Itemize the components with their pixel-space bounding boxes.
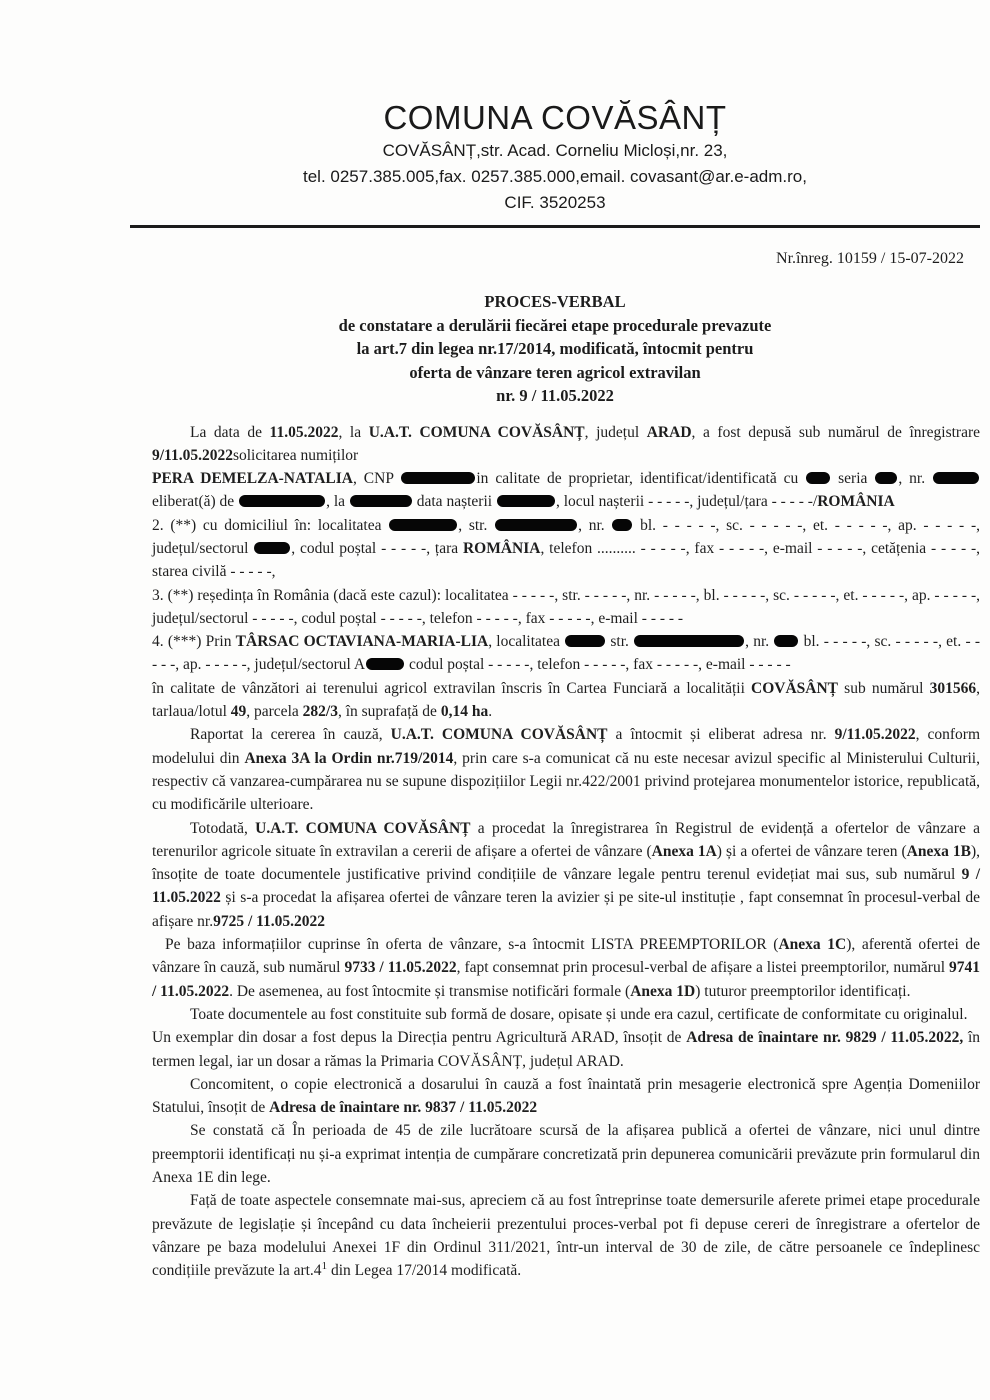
text: , prin care s-a comunicat că nu este necesar avizul specific al Ministerului Culturii, respectiv că vanzarea-cumpărarea nu se supune dispozițiilor Legii nr.422/2001 privind protejarea monumentelor istorice, republicată, cu modificările ulterioare. [152, 749, 980, 814]
text: 2. (**) cu domiciliul în: localitatea [152, 516, 389, 534]
bold-text: 9 / 11.05.2022 [152, 866, 980, 907]
bold-text: Anexa 3A la Ordin nr.719/2014 [244, 749, 454, 767]
redaction-box [612, 519, 632, 531]
bold-text: 282/3 [302, 703, 338, 721]
text: , a fost depusă sub numărul de înregistrare [691, 423, 981, 441]
redaction-box [495, 519, 577, 531]
redaction-box [875, 472, 897, 484]
bold-text: COVĂSÂNȚ [751, 679, 839, 697]
organization-title: COMUNA COVĂSÂNȚ [383, 99, 727, 136]
text: , la [326, 493, 349, 511]
bold-text: Anexa 1A [651, 842, 717, 860]
text: bl. - - - - -, sc. - - - - -, et. - - - - -, ap. - - - - -, județul/sectorul [152, 516, 980, 557]
redaction-box [774, 635, 798, 647]
document-body [152, 421, 980, 1283]
text: 3. (**) reședința în România (dacă este cazul): localitatea - - - - -, str. - - - - -, nr. - - - - -, bl. - - - - -, sc. - - - - -, et. - - - - -, ap. - - - - -, județul/sectorul - - - - -, codul poștal - - - - -, telefon - - - - -, fax - - - - -, e-mail - - - - - [152, 586, 980, 627]
bold-text: 0,14 ha [440, 703, 489, 721]
bold-text: Anexa 1C [778, 936, 847, 954]
letterhead [130, 0, 980, 216]
text: Totodată, [190, 819, 256, 837]
title-line-2: de constatare a derulării fiecărei etape procedurale prevazute [338, 315, 772, 335]
paragraph [152, 1073, 980, 1120]
text: a procedat la înregistrarea în Registrul de evidență a ofertelor de vânzare a terenurilor agricole situate în extravilan a cererii de afișare a ofertei de vânzare ( [152, 819, 980, 860]
text: , tarlaua/lotul [152, 679, 981, 721]
text: , conform modelului din [152, 726, 980, 767]
text: , localitatea [488, 633, 565, 651]
text: , nr. [578, 516, 612, 534]
registration-number: Nr.înreg. 10159 / 15-07-2022 [776, 250, 964, 267]
text: din Legea 17/2014 modificată. [327, 1262, 522, 1280]
bold-text: 9/11.05.2022 [152, 446, 233, 464]
bold-text: ROMÂNIA [817, 493, 895, 511]
redaction-box [634, 635, 744, 647]
redaction-box [497, 495, 555, 507]
contact-line: tel. 0257.385.005,fax. 0257.385.000,email. covasant@ar.e-adm.ro, [303, 167, 807, 186]
redaction-box [806, 472, 830, 484]
redaction-box [239, 495, 325, 507]
title-line-4: oferta de vânzare teren agricol extravilan [409, 362, 701, 382]
bold-text: PERA DEMELZA-NATALIA [152, 470, 353, 488]
text: , str. [458, 516, 495, 534]
bold-text: 301566 [929, 679, 977, 697]
text: seria [831, 470, 875, 488]
text: sub numărul [838, 679, 930, 697]
text: , locul nașterii - - - - -, județul/țara - - - - -/ [555, 493, 818, 511]
bold-text: U.A.T. COMUNA COVĂSÂNȚ [255, 819, 471, 837]
bold-text: Adresa de înaintare nr. 9829 / 11.05.2022, [686, 1029, 964, 1047]
text: Un exemplar din dosar a fost depus la Direcția pentru Agricultură ARAD, însoțit de [152, 1029, 687, 1047]
text: , județul [584, 423, 647, 441]
text: Toate documentele au fost constituite sub formă de dosare, opisate și unde era cazul, certificate de conformitate cu originalul. [190, 1005, 968, 1023]
bold-text: TÂRSAC OCTAVIANA-MARIA-LIA [235, 633, 489, 651]
text: ) tuturor preemptorilor identificați. [695, 982, 911, 1000]
text: Raportat la cererea în cauză, [190, 726, 391, 744]
redaction-box [350, 495, 412, 507]
text: Concomitent, o copie electronică a dosarului în cauză a fost înaintată prin mesagerie electronică spre Agenția Domeniilor Statului, însoțit de [152, 1075, 980, 1117]
paragraph [152, 1189, 980, 1282]
text: bl. - - - - -, sc. - - - - -, et. - - - - -, ap. - - - - -, județul/sectorul A [152, 633, 980, 674]
text: La data de [190, 423, 270, 441]
separator-line [130, 225, 980, 228]
text: . [488, 703, 493, 721]
text: în termen legal, iar un dosar a rămas la Primaria COVĂSÂNȚ, județul ARAD. [152, 1029, 980, 1070]
text: 4. (***) Prin [152, 633, 236, 651]
text: , nr. [745, 633, 774, 651]
text: și s-a procedat la afișarea ofertei de vânzare teren la avizier și pe site-ul instituție , fapt consemnat în procesul-verbal de afișare nr. [152, 889, 980, 930]
bold-text: ROMÂNIA [462, 539, 541, 557]
paragraph [152, 933, 980, 1003]
text: codul poștal - - - - -, telefon - - - - -, fax - - - - -, e-mail - - - - - [405, 656, 791, 674]
text: , nr. [898, 470, 933, 488]
bold-text: 49 [230, 703, 247, 721]
bold-text: Anexa 1B [906, 842, 971, 860]
redaction-box [254, 542, 290, 554]
paragraph [152, 514, 980, 584]
paragraph [152, 421, 980, 468]
paragraph [152, 630, 980, 677]
text: , codul poștal - - - - -, țara [291, 539, 463, 557]
bold-text: Adresa de înaintare nr. 9837 / 11.05.2022 [269, 1099, 538, 1117]
text: Pe baza informațiilor cuprinse în oferta de vânzare, s-a întocmit LISTA PREEMPTORILOR ( [165, 936, 779, 954]
redaction-box [366, 658, 404, 670]
text: ) și a ofertei de vânzare teren ( [716, 842, 907, 860]
bold-text: 9/11.05.2022 [834, 726, 916, 744]
text: , telefon .......... - - - - -, fax - - - - -, e-mail - - - - -, cetățenia - - - - -, starea civilă - - - - -, [152, 539, 980, 581]
text: , fapt consemnat prin procesul-verbal de afișare a listei preemptorilor, numărul [456, 959, 949, 977]
bold-text: Anexa 1D [630, 982, 696, 1000]
redaction-box [389, 519, 457, 531]
text: in calitate de proprietar, identificat/identificată cu [476, 470, 806, 488]
cif-line: CIF. 3520253 [504, 193, 606, 212]
paragraph [152, 1026, 980, 1073]
bold-text: 11.05.2022 [269, 423, 339, 441]
paragraph [152, 677, 980, 724]
text: , parcela [246, 703, 303, 721]
redaction-box [933, 472, 979, 484]
title-line-3: la art.7 din legea nr.17/2014, modificată, întocmit pentru [356, 339, 754, 358]
text: , în suprafață de [337, 703, 441, 721]
text: în calitate de vânzători ai terenului agricol extravilan înscris în Cartea Funciară a localității [152, 679, 752, 697]
bold-text: ARAD [646, 423, 692, 441]
bold-text: 9725 / 11.05.2022 [213, 912, 326, 930]
document-title-block [130, 290, 980, 408]
text: 1 [321, 1260, 328, 1273]
redaction-box [565, 635, 605, 647]
title-line-1: PROCES-VERBAL [484, 292, 626, 311]
text: eliberat(ă) de [152, 493, 239, 511]
text: Se constată că În perioada de 45 de zile lucrătoare scursă de la afișarea publică a ofertei de vânzare, nici unul dintre preemptorii identificați nu și-a exprimat intenția de cumpărare concretizată prin depunerea comunicării prevăzute prin formularul din Anexa 1E din lege. [152, 1122, 980, 1186]
paragraph [152, 723, 980, 816]
text: , la [338, 423, 369, 441]
text: solicitarea numiților [232, 446, 359, 464]
text: ), aferentă ofertei de vânzare în cauză, sub numărul [152, 936, 981, 977]
paragraph [152, 1003, 980, 1026]
paragraph [152, 817, 980, 933]
text: str. [606, 633, 634, 651]
bold-text: U.A.T. COMUNA COVĂSÂNȚ [390, 726, 608, 744]
text: data nașterii [412, 493, 496, 511]
redaction-box [401, 472, 475, 484]
paragraph [152, 584, 980, 631]
title-line-5: nr. 9 / 11.05.2022 [496, 386, 614, 405]
paragraph [152, 467, 980, 514]
paragraph [152, 1119, 980, 1189]
address-line: COVĂSÂNȚ,str. Acad. Corneliu Micloși,nr. 23, [382, 141, 728, 160]
text: ), însoțite de toate documentele justificative privind condițiile de vânzare legale pentru terenul evidețiat mai sus, sub numărul [152, 842, 980, 884]
bold-text: 9741 / 11.05.2022 [152, 959, 980, 1000]
bold-text: U.A.T. COMUNA COVĂSÂNȚ [368, 423, 585, 441]
bold-text: 9733 / 11.05.2022 [344, 959, 457, 977]
text: a întocmit și eliberat adresa nr. [607, 726, 835, 744]
text: , CNP [353, 470, 401, 488]
text: Față de toate aspectele consemnate mai-sus, apreciem că au fost întreprinse toate demersurile aferete primei etape procedurale prevăzute de legislație și începând cu data încheierii prezentului proces-verbal pot fi depuse cereri de înregistrare a ofertelor de vânzare pe baza modelului Anexei 1F din Ordinul 311/2021, într-un interval de 30 de zile, de către persoanele ce îndeplinesc condițiile prevăzute la art.4 [152, 1192, 980, 1280]
text: . De asemenea, au fost întocmite și transmise notificări formale ( [229, 982, 631, 1000]
